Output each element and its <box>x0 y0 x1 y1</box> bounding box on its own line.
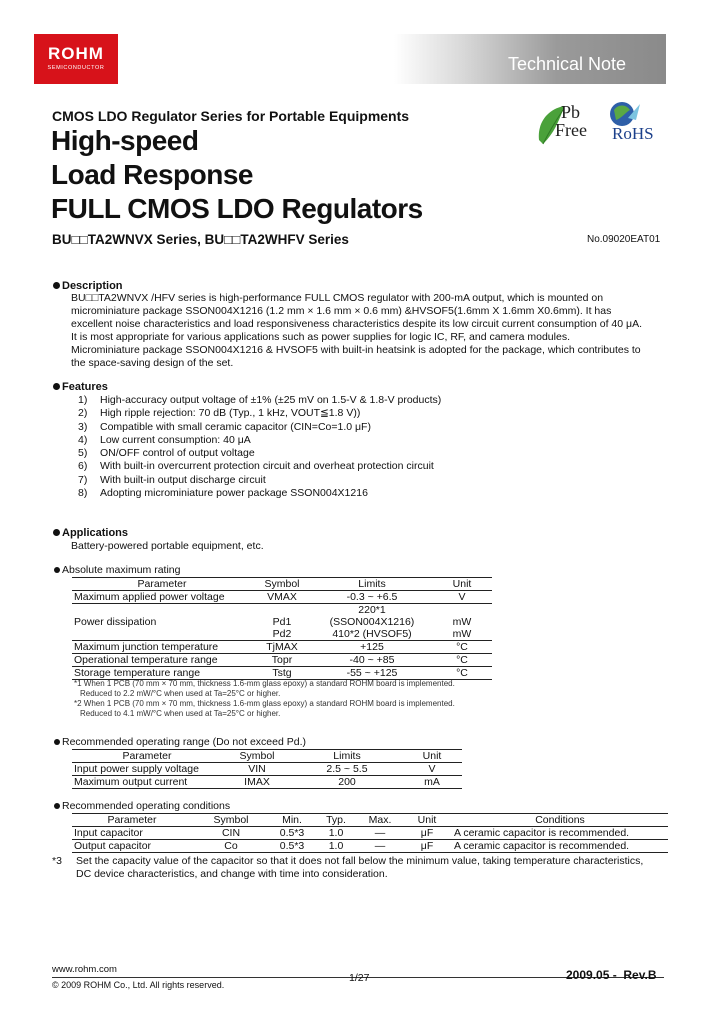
features-heading <box>62 381 108 393</box>
features-heading-text: Features <box>62 381 108 393</box>
applications-heading-text: Applications <box>62 527 129 539</box>
footnote: Reduced to 4.1 mW/°C when used at Ta=25°C or higher. <box>80 709 281 718</box>
note-line: DC device characteristics, and change with time into consideration. <box>76 868 388 880</box>
pb-label: Pb <box>561 102 581 122</box>
feature-item: 7) With built-in output discharge circuit <box>78 473 266 486</box>
page-number: 1/27 <box>349 972 370 984</box>
feature-item: 4) Low current consumption: 40 μA <box>78 433 251 446</box>
table-row: Storage temperature range Tstg -55 ~ +125 °C <box>72 667 492 680</box>
feature-item: 2) High ripple rejection: 70 dB (Typ., 1 kHz, VOUT≦1.8 V)) <box>78 407 361 420</box>
rec-cond-label <box>62 800 230 812</box>
feature-item: 6) With built-in overcurrent protection circuit and overheat protection circuit <box>78 460 434 473</box>
series-line: CMOS LDO Regulator Series for Portable Equipments <box>52 108 410 124</box>
table-row: Operational temperature range Topr -40 ~ +85 °C <box>72 654 492 667</box>
description-line: excellent noise characteristics and load responsiveness characteristics despite its low circuit current consumption of 40 μA. <box>71 318 642 330</box>
rohs-label: RoHS <box>612 124 654 143</box>
rohs-icon <box>600 100 672 152</box>
free-label: Free <box>555 120 587 140</box>
bullet-icon <box>53 529 60 536</box>
abs-max-notes <box>74 679 455 719</box>
feature-item: 5) ON/OFF control of output voltage <box>78 447 255 460</box>
feature-item: 3) Compatible with small ceramic capacitor (CIN=Co=1.0 μF) <box>78 420 371 433</box>
applications-heading <box>62 527 128 539</box>
table-row: 220*1 <box>358 604 386 616</box>
footnote: *2 When 1 PCB (70 mm × 70 mm, thickness 1.6-mm glass epoxy) a standard ROHM board is implemented. <box>74 699 455 708</box>
title-line-1: High-speed <box>51 125 199 156</box>
table-header-row: Parameter Symbol Min. Typ. Max. Unit Conditions <box>72 814 668 827</box>
rec-cond-label-text: Recommended operating conditions <box>62 800 231 812</box>
bullet-icon <box>54 803 60 809</box>
title-line-2: Load Response <box>51 159 253 190</box>
rec-range-label <box>62 736 306 748</box>
description-line: the space-saving design of the set. <box>71 357 234 369</box>
description-line: It is most appropriate for various applications such as power supplies for logic IC, RF, and camera modules. <box>71 331 570 343</box>
bullet-icon <box>54 739 60 745</box>
footnote: Reduced to 2.2 mW/°C when used at Ta=25°C or higher. <box>80 689 281 698</box>
pb-free-leaf-icon <box>535 100 597 152</box>
footer-copyright: © 2009 ROHM Co., Ltd. All rights reserved. <box>52 980 225 990</box>
table-header-row: Parameter Symbol Limits Unit <box>72 578 492 591</box>
title-line-3: FULL CMOS LDO Regulators <box>51 193 423 224</box>
technical-note-label: Technical Note <box>508 54 627 74</box>
table-row: Maximum junction temperature TjMAX +125 °C <box>72 641 492 654</box>
abs-max-label-text: Absolute maximum rating <box>62 564 181 576</box>
table-row: Pd2 410*2 (HVSOF5) mW <box>72 628 492 641</box>
footnote: *1 When 1 PCB (70 mm × 70 mm, thickness 1.6-mm glass epoxy) a standard ROHM board is implemented. <box>74 679 455 688</box>
feature-item: 8) Adopting microminiature power package SSON004X1216 <box>78 487 368 500</box>
feature-item: 1) High-accuracy output voltage of ±1% (±25 mV on 1.5-V & 1.8-V products) <box>78 394 442 406</box>
table-row: Maximum applied power voltage VMAX -0.3 ~ +6.5 V <box>72 591 492 604</box>
table-row: Maximum output current IMAX 200 mA <box>72 776 462 789</box>
table-header-row: Parameter Symbol Limits Unit <box>72 750 462 763</box>
table-row: Power dissipation Pd1 (SSON004X1216) mW <box>74 616 472 628</box>
logo-name: ROHM <box>48 44 104 63</box>
description-line: Microminiature package SSON004X1216 & HVSOF5 with built-in heatsink is adopted for the package, which contributes to <box>71 344 641 356</box>
revision: 2009.05 - Rev.B <box>566 968 657 982</box>
abs-max-table <box>72 577 492 680</box>
footer-url[interactable]: www.rohm.com <box>52 964 117 975</box>
table-row: Input power supply voltage VIN 2.5 ~ 5.5 V <box>72 763 462 776</box>
document-number: No.09020EAT01 <box>587 234 661 245</box>
rohm-logo <box>34 34 118 84</box>
description-body <box>71 292 642 370</box>
description-heading <box>62 280 123 292</box>
note-line: Set the capacity value of the capacitor so that it does not fall below the minimum value, taking temperature characteristics, <box>76 855 644 867</box>
table-row: Output capacitor Co 0.5*3 1.0 — μF A ceramic capacitor is recommended. <box>72 840 668 853</box>
description-line: microminiature package SSON004X1216 (1.2 mm × 1.6 mm × 0.6 mm) &HVSOF5(1.6mm X 1.6mm X0.6mm). It has <box>71 305 612 317</box>
note-mark: *3 <box>52 855 62 867</box>
table-row: Input capacitor CIN 0.5*3 1.0 — μF A ceramic capacitor is recommended. <box>72 827 668 840</box>
description-heading-text: Description <box>62 280 123 292</box>
applications-text: Battery-powered portable equipment, etc. <box>71 540 264 552</box>
subtitle: BU□□TA2WNVX Series, BU□□TA2WHFV Series <box>52 232 349 247</box>
bullet-icon <box>53 282 60 289</box>
abs-max-label <box>62 564 180 576</box>
rec-range-label-text: Recommended operating range (Do not exceed Pd.) <box>62 736 306 748</box>
bullet-icon <box>53 383 60 390</box>
description-line: BU□□TA2WNVX /HFV series is high-performance FULL CMOS regulator with 200-mA output, which is mounted on <box>71 292 604 304</box>
logo-sub: SEMICONDUCTOR <box>47 65 105 71</box>
rec-cond-table <box>72 813 668 853</box>
bullet-icon <box>54 567 60 573</box>
rec-range-table <box>72 749 462 789</box>
features-list <box>78 394 441 500</box>
